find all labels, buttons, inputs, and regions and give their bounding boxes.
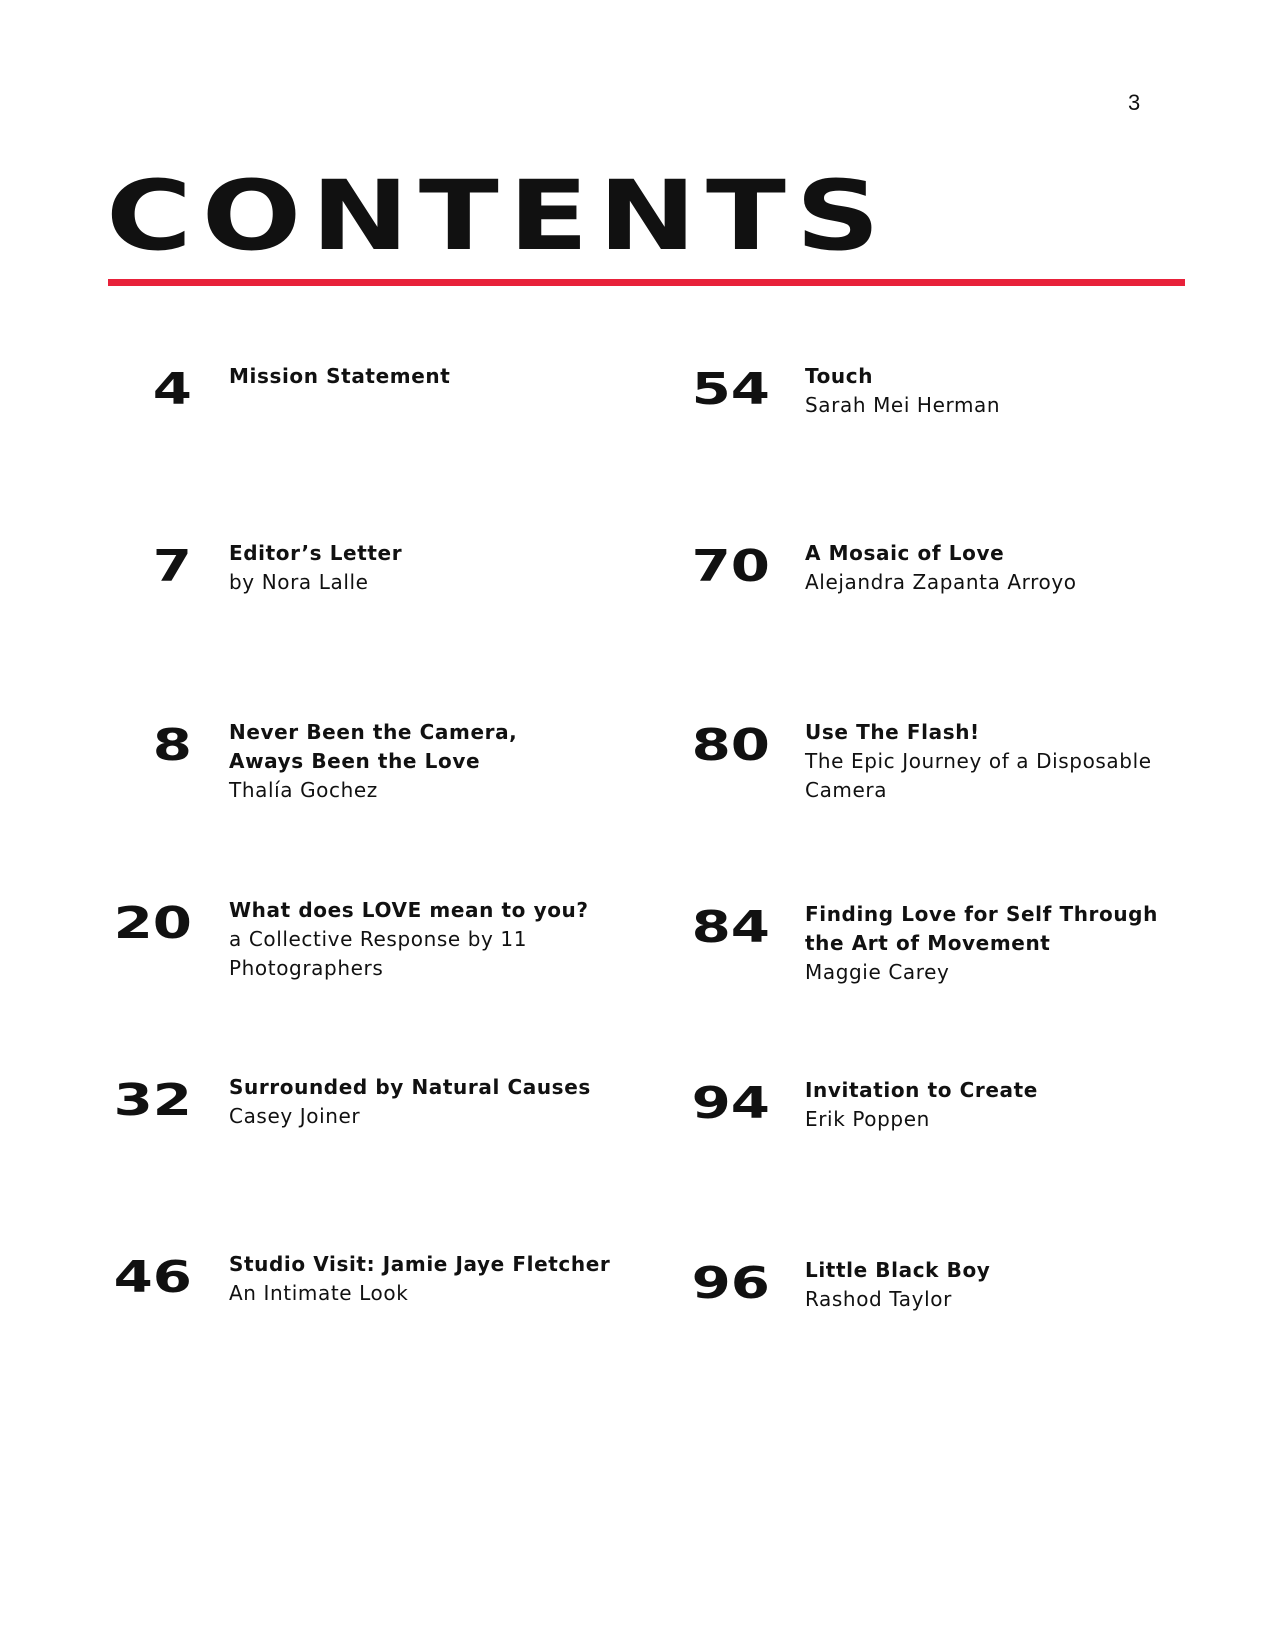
toc-entry-page-number: 8 xyxy=(152,720,192,771)
toc-entry-page-number: 54 xyxy=(691,364,770,415)
toc-entry-text xyxy=(805,362,1195,420)
toc-entry-page-number: 32 xyxy=(113,1075,192,1126)
toc-entry[interactable] xyxy=(0,720,1275,834)
toc-entry-subtitle: Rashod Taylor xyxy=(805,1287,952,1311)
toc-entry-subtitle: The Epic Journey of a Disposable Camera xyxy=(805,749,1152,802)
toc-entry-page-number: 20 xyxy=(113,898,192,949)
toc-entry-page-number: 94 xyxy=(691,1078,770,1129)
toc-entry-page-number: 70 xyxy=(691,541,770,592)
toc-entry-subtitle: Erik Poppen xyxy=(805,1107,930,1131)
toc-entry-subtitle: Alejandra Zapanta Arroyo xyxy=(805,570,1077,594)
toc-entry-page-number: 7 xyxy=(152,541,192,592)
toc-entry-title: Editor’s Letter xyxy=(229,541,403,565)
toc-entry-subtitle: Casey Joiner xyxy=(229,1104,361,1128)
toc-entry-page-number: 46 xyxy=(113,1252,192,1303)
toc-entry-title: Surrounded by Natural Causes xyxy=(229,1075,591,1099)
page-number: 3 xyxy=(1128,90,1141,115)
toc-entry-title: Never Been the Camera, Aways Been the Love xyxy=(229,720,518,773)
title-rule xyxy=(108,279,1185,286)
toc-entry-title: What does LOVE mean to you? xyxy=(229,898,589,922)
toc-entry-page-number: 4 xyxy=(152,364,192,415)
toc-entry-text xyxy=(805,539,1195,597)
toc-entry-title: Finding Love for Self Through the Art of Movement xyxy=(805,902,1158,955)
toc-entry-title: Use The Flash! xyxy=(805,720,980,744)
toc-entry[interactable] xyxy=(0,541,1275,645)
toc-entry-subtitle: Sarah Mei Herman xyxy=(805,393,1001,417)
toc-entry-subtitle: a Collective Response by 11 Photographers xyxy=(229,927,528,980)
toc-entry[interactable] xyxy=(0,902,1275,1016)
page-title: CONTENTS xyxy=(106,160,890,272)
toc-entry-title: Touch xyxy=(805,364,874,388)
toc-entry-page-number: 84 xyxy=(691,902,770,953)
toc-entry[interactable] xyxy=(0,1258,1275,1362)
toc-entry-subtitle: by Nora Lalle xyxy=(229,570,369,594)
toc-entry-title: A Mosaic of Love xyxy=(805,541,1005,565)
toc-entry-title: Studio Visit: Jamie Jaye Fletcher xyxy=(229,1252,611,1276)
toc-entry-subtitle: Maggie Carey xyxy=(805,960,950,984)
toc-entry-subtitle: Thalía Gochez xyxy=(229,778,378,802)
toc-entry-subtitle: An Intimate Look xyxy=(229,1281,409,1305)
toc-entry-title: Invitation to Create xyxy=(805,1078,1038,1102)
toc-entry[interactable] xyxy=(0,364,1275,468)
toc-entry[interactable] xyxy=(0,1078,1275,1182)
toc-entry-text xyxy=(805,718,1175,805)
toc-entry-text xyxy=(805,900,1165,987)
toc-entry-text xyxy=(805,1256,1195,1314)
toc-entry-title: Mission Statement xyxy=(229,364,451,388)
toc-entry-page-number: 96 xyxy=(691,1258,770,1309)
toc-entry-text xyxy=(805,1076,1195,1134)
toc-entry-title: Little Black Boy xyxy=(805,1258,991,1282)
toc-entry-page-number: 80 xyxy=(691,720,770,771)
